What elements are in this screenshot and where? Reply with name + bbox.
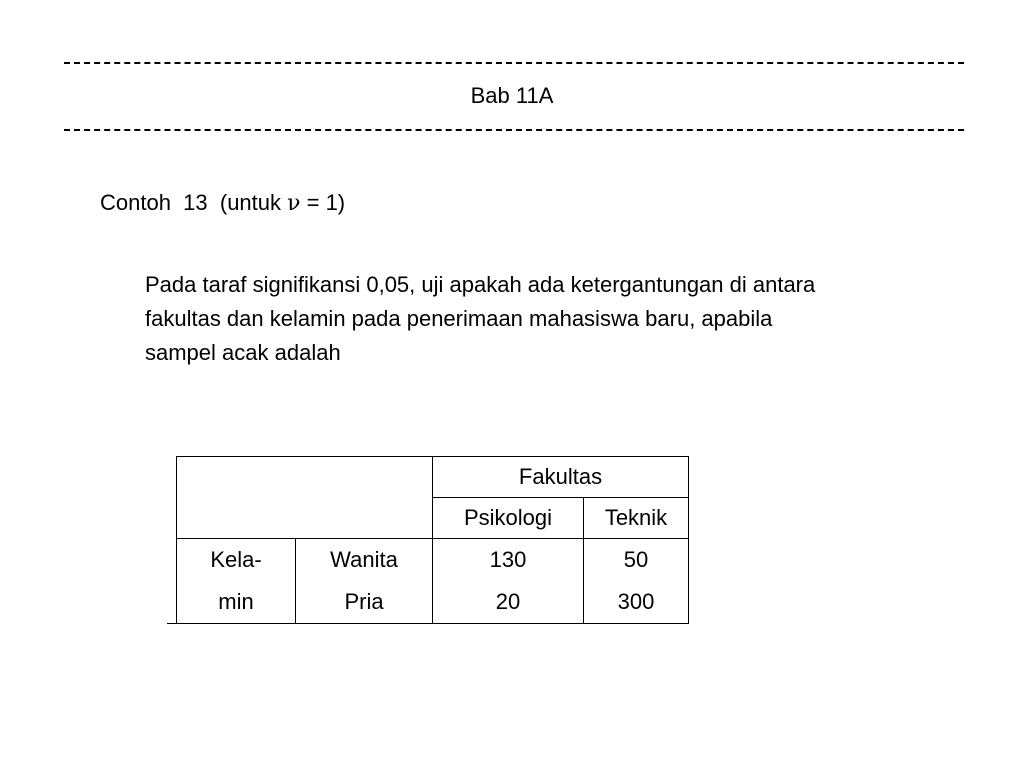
table-cell: 50 bbox=[584, 539, 689, 582]
table-cell: 130 bbox=[433, 539, 584, 582]
table-corner-cell bbox=[177, 457, 433, 539]
problem-line: fakultas dan kelamin pada penerimaan mahasiswa baru, apabila bbox=[145, 306, 773, 331]
row-label: Pria bbox=[296, 581, 433, 624]
example-title-suffix: = 1) bbox=[300, 190, 346, 215]
problem-statement bbox=[145, 268, 945, 370]
contingency-table bbox=[176, 456, 689, 624]
row-group-label: Kela- bbox=[177, 539, 296, 582]
nu-symbol: ν bbox=[287, 191, 301, 216]
table-header-row bbox=[177, 457, 689, 498]
table-row bbox=[177, 581, 689, 624]
example-title bbox=[100, 189, 345, 218]
top-dashed-rule bbox=[64, 62, 964, 64]
column-header: Psikologi bbox=[433, 498, 584, 539]
chapter-heading: Bab 11A bbox=[470, 83, 554, 108]
table-cell: 300 bbox=[584, 581, 689, 624]
table-row bbox=[177, 539, 689, 582]
row-group-label: min bbox=[177, 581, 296, 624]
row-label: Wanita bbox=[296, 539, 433, 582]
example-title-prefix: Contoh 13 (untuk bbox=[100, 190, 288, 215]
column-header: Teknik bbox=[584, 498, 689, 539]
column-group-header: Fakultas bbox=[433, 457, 689, 498]
table-underline-stub bbox=[167, 623, 177, 624]
table-cell: 20 bbox=[433, 581, 584, 624]
bottom-dashed-rule bbox=[64, 129, 964, 131]
problem-line: Pada taraf signifikansi 0,05, uji apakah ada ketergantungan di antara bbox=[145, 272, 816, 297]
problem-line: sampel acak adalah bbox=[145, 340, 341, 365]
